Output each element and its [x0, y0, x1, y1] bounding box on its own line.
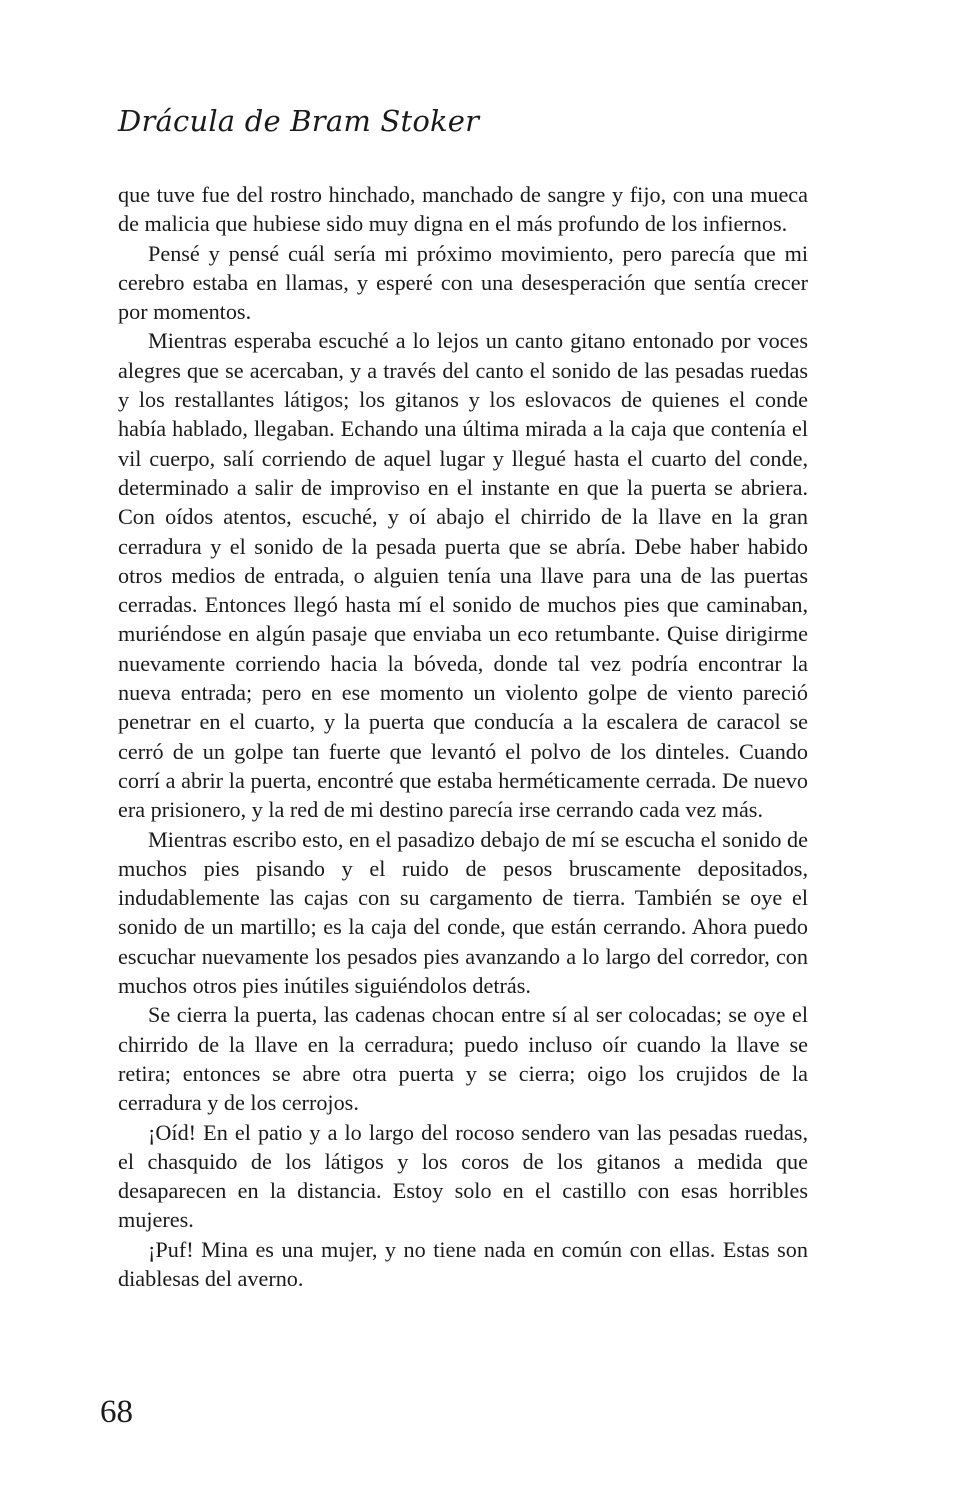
- running-header: Drácula de Bram Stoker: [118, 104, 480, 138]
- paragraph: Mientras escribo esto, en el pasadizo debajo de mí se escucha el sonido de muchos pies pisando y el ruido de pesos bruscamente depositados, indudablemente las cajas con su cargamento de tierra. También se oye el sonido de un martillo; es la caja del conde, que están cerrando. Ahora puedo escuchar nuevamente los pesados pies avanzando a lo largo del corredor, con muchos otros pies inútiles siguiéndolos detrás.: [118, 826, 808, 999]
- paragraph: ¡Oíd! En el patio y a lo largo del rocoso sendero van las pesadas ruedas, el chasquido de los látigos y los coros de los gitanos a medida que desaparecen en la distancia. Estoy solo en el castillo con esas horribles mujeres.: [118, 1119, 808, 1233]
- paragraph: ¡Puf! Mina es una mujer, y no tiene nada en común con ellas. Estas son diablesas del averno.: [118, 1236, 808, 1291]
- paragraph-continued: que tuve fue del rostro hinchado, manchado de sangre y fijo, con una mueca de malicia que hubiese sido muy digna en el más profundo de los infiernos.: [118, 182, 808, 237]
- paragraph: Mientras esperaba escuché a lo lejos un canto gitano entonado por voces alegres que se acercaban, y a través del canto el sonido de las pesadas ruedas y los restallantes látigos; los gitanos y los eslovacos de quienes el conde había hablado, llegaban. Echando una última mirada a la caja que contenía el vil cuerpo, salí corriendo de aquel lugar y llegué hasta el cuarto del conde, determinado a salir de improviso en el instante en que la puerta se abriera. Con oídos atentos, escuché, y oí abajo el chirrido de la llave en la gran cerradura y el sonido de la pesada puerta que se abría. Debe haber habido otros medios de entrada, o alguien tenía una llave para una de las puertas cerradas. Entonces llegó hasta mí el sonido de muchos pies que caminaban, muriéndose en algún pasaje que enviaba un eco retumbante. Quise dirigirme nuevamente corriendo hacia la bóveda, donde tal vez podría encontrar la nueva entrada; pero en ese momento un violento golpe de viento pareció penetrar en el cuarto, y la puerta que conducía a la escalera de caracol se cerró de un golpe tan fuerte que levantó el polvo de los dinteles. Cuando corrí a abrir la puerta, encontré que estaba herméticamente cerrada. De nuevo era prisionero, y la red de mi destino parecía irse cerrando cada vez más.: [118, 328, 808, 823]
- body-text: [118, 180, 808, 1293]
- paragraph: Pensé y pensé cuál sería mi próximo movimiento, pero parecía que mi cerebro estaba en llamas, y esperé con una desesperación que sentía crecer por momentos.: [118, 240, 808, 325]
- paragraph: Se cierra la puerta, las cadenas chocan entre sí al ser colocadas; se oye el chirrido de la llave en la cerradura; puedo incluso oír cuando la llave se retira; entonces se abre otra puerta y se cierra; oigo los crujidos de la cerradura y de los cerrojos.: [118, 1002, 808, 1116]
- page-number: 68: [100, 1394, 133, 1430]
